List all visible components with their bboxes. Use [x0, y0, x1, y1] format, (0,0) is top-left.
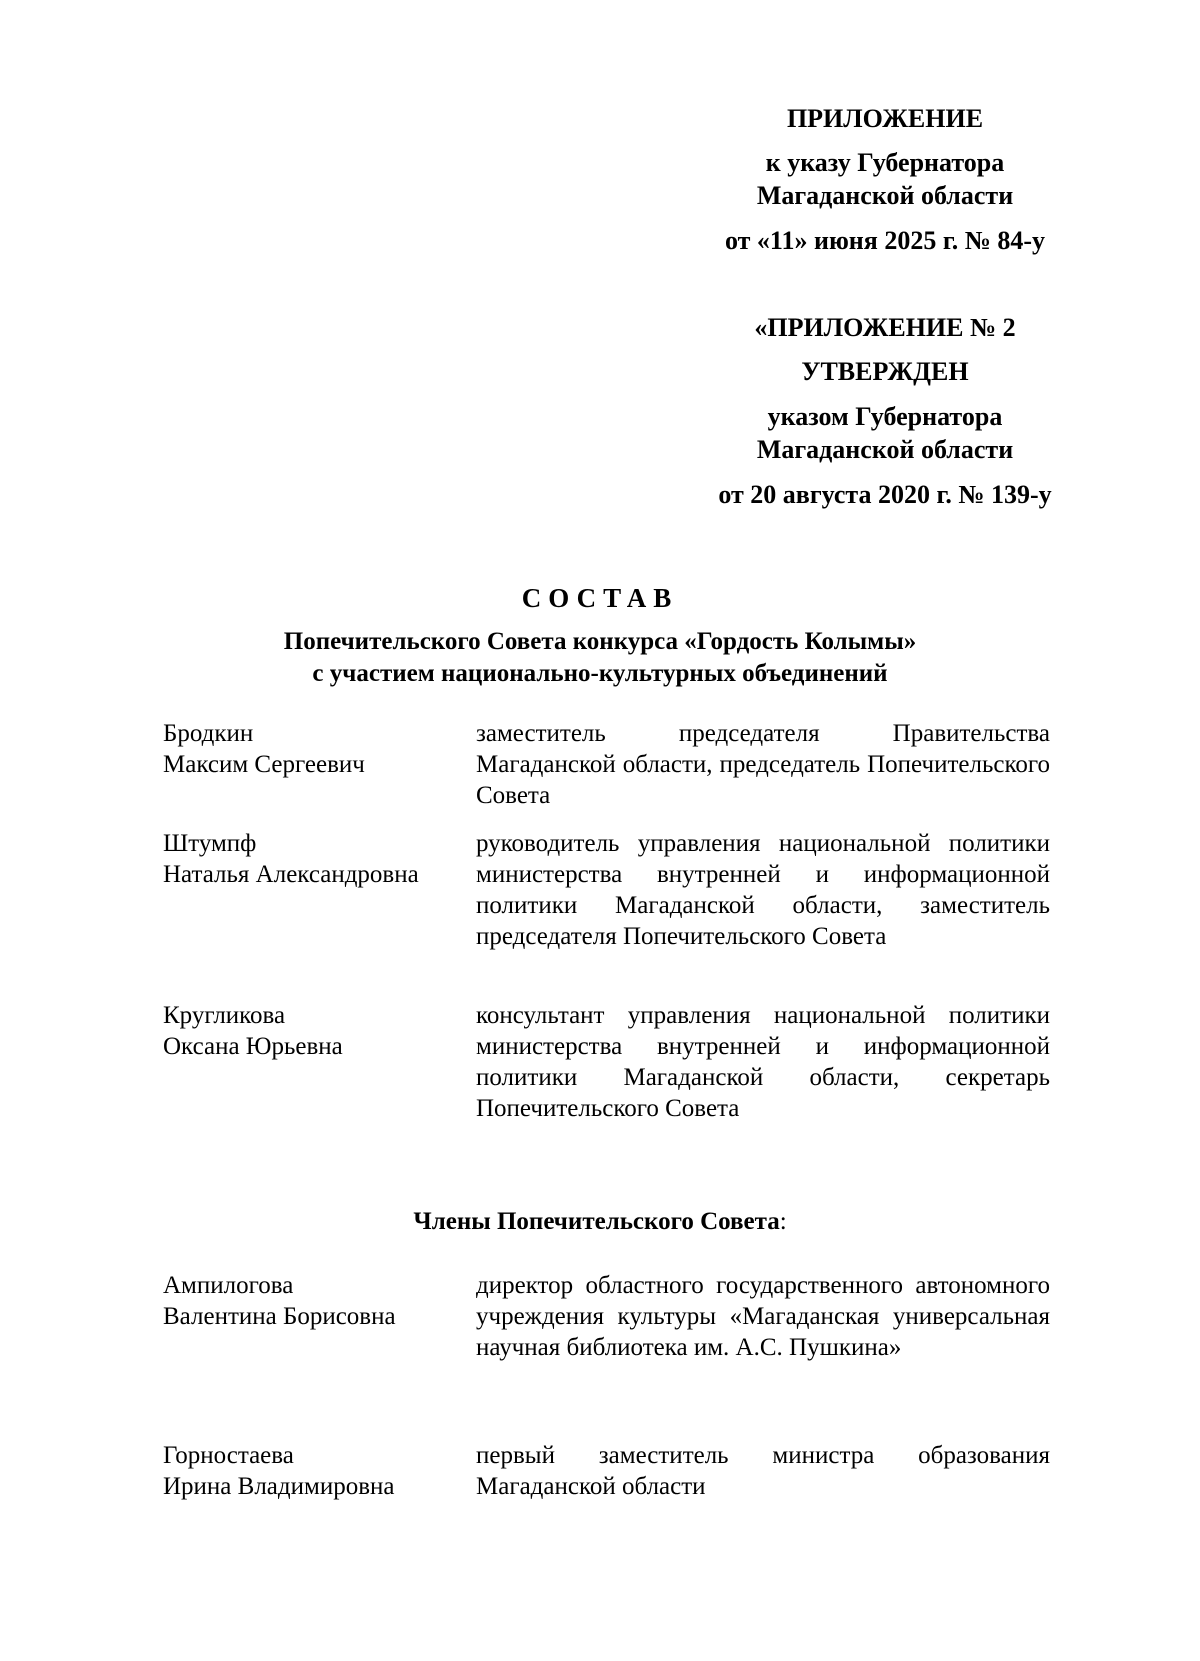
- member-surname: Ампилогова: [163, 1272, 294, 1299]
- appendix2-title: «ПРИЛОЖЕНИЕ № 2: [754, 313, 1016, 342]
- member-surname: Горностаева: [163, 1442, 294, 1469]
- members-heading: [0, 1208, 1200, 1236]
- member-name: [163, 1440, 463, 1502]
- subtitle-line1: Попечительского Совета конкурса «Гордость Колымы»: [283, 628, 917, 655]
- document-title: СОСТАВ: [521, 583, 679, 613]
- appendix-title: ПРИЛОЖЕНИЕ: [786, 104, 984, 133]
- subtitle-line2: с участием национально-культурных объединений: [312, 660, 888, 687]
- member-role: руководитель управления национальной политики министерства внутренней и информационной политики Магаданской области, заместитель председателя Попечительского Совета: [476, 830, 1050, 950]
- approved-by-line1: указом Губернатора: [767, 402, 1003, 431]
- appendix-to-line2: Магаданской области: [756, 181, 1014, 210]
- member-name: [163, 1270, 463, 1332]
- approved-label: УТВЕРЖДЕН: [801, 357, 969, 386]
- member-given-name: Валентина Борисовна: [163, 1303, 396, 1330]
- member-given-name: Максим Сергеевич: [163, 751, 365, 778]
- appendix-to-line1: к указу Губернатора: [765, 148, 1005, 177]
- approved-by-line2: Магаданской области: [756, 435, 1014, 464]
- member-role: директор областного государственного автономного учреждения культуры «Магаданская универсальная научная библиотека им. А.С. Пушкина»: [476, 1272, 1050, 1361]
- approved-date: от 20 августа 2020 г. № 139-у: [718, 480, 1052, 509]
- member-role: консультант управления национальной политики министерства внутренней и информационной политики Магаданской области, секретарь Попечительского Совета: [476, 1002, 1050, 1122]
- appendix-date: от «11» июня 2025 г. № 84-у: [724, 226, 1046, 255]
- member-surname: Кругликова: [163, 1002, 286, 1029]
- member-role: первый заместитель министра образования Магаданской области: [476, 1442, 1050, 1500]
- member-name: [163, 828, 463, 890]
- member-surname: Бродкин: [163, 720, 254, 747]
- member-given-name: Наталья Александровна: [163, 861, 419, 888]
- document-subtitle: [0, 626, 1200, 690]
- member-surname: Штумпф: [163, 830, 257, 857]
- member-given-name: Оксана Юрьевна: [163, 1033, 343, 1060]
- member-given-name: Ирина Владимировна: [163, 1473, 395, 1500]
- member-name: [163, 718, 463, 780]
- members-heading-colon: :: [779, 1208, 787, 1235]
- members-heading-text: Члены Попечительского Совета: [413, 1208, 780, 1235]
- member-role: заместитель председателя Правительства Магаданской области, председатель Попечительского Совета: [476, 720, 1050, 809]
- member-name: [163, 1000, 463, 1062]
